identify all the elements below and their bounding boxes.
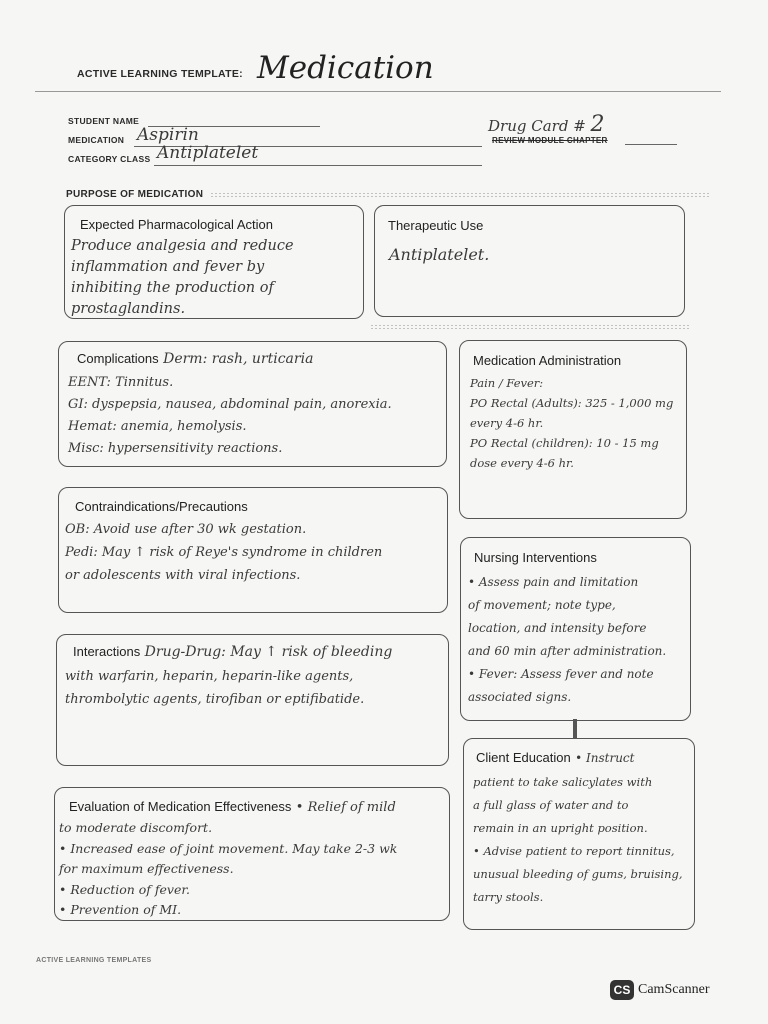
interactions-header [73,643,392,661]
purpose-shading [210,192,710,199]
client-education-title: Client Education [476,750,571,765]
therapeutic-use-title: Therapeutic Use [388,218,484,233]
drug-card-number: 2 [590,112,605,137]
client-education-header [476,749,634,767]
expected-action-box [64,205,364,319]
nursing-title: Nursing Interventions [474,550,597,565]
review-chapter-label: REVIEW MODULE CHAPTER [492,136,608,145]
complications-text: EENT: Tinnitus. GI: dyspepsia, nausea, abdominal pain, anorexia. Hemat: anemia, hemolysis. Misc: hypersensitivity reactions. [68,375,392,456]
complications-first-line: Derm: rash, urticaria [163,351,314,367]
administration-title: Medication Administration [473,353,622,368]
therapeutic-use-text: Antiplatelet. [389,245,490,264]
evaluation-first-line: • Relief of mild [295,800,396,815]
drug-card-text: Drug Card # [488,117,586,135]
complications-box [58,341,447,467]
camscanner-logo-icon: CS [610,980,634,1000]
evaluation-header [69,798,396,816]
contraindications-title: Contraindications/Precautions [75,499,248,514]
camscanner-name: CamScanner [638,982,710,997]
nursing-text: • Assess pain and limitation of movement; note type, location, and intensity before and 60 min after administration. • Fever: Assess fever and note associated signs. [468,575,667,704]
row-shading-1 [370,324,690,331]
page-title: Medication [257,50,434,86]
evaluation-box [54,787,450,921]
contraindications-box [58,487,448,613]
camscanner-brand [610,980,710,1000]
review-chapter-line [625,144,677,145]
client-education-text: patient to take salicylates with a full glass of water and to remain in an upright position. • Advise patient to report tinnitus, unusual bleeding of gums, bruising, tarry stools. [473,775,683,904]
category-value: Antiplatelet [157,143,259,163]
client-education-box [463,738,695,930]
evaluation-text: to moderate discomfort. • Increased ease of joint movement. May take 2-3 wk for maximum effectiveness. • Reduction of fever. • Prevention of MI. [59,820,398,917]
medication-label: MEDICATION [68,135,125,145]
contraindications-text: OB: Avoid use after 30 wk gestation. Pedi: May ↑ risk of Reye's syndrome in children or adolescents with viral infections. [65,522,383,583]
expected-action-title: Expected Pharmacological Action [80,217,273,232]
nursing-box [460,537,691,721]
evaluation-title: Evaluation of Medication Effectiveness [69,799,292,814]
administration-text: Pain / Fever: PO Rectal (Adults): 325 - 1,000 mg every 4-6 hr. PO Rectal (children): 10 - 15 mg dose every 4-6 hr. [470,376,674,470]
student-name-label: STUDENT NAME [68,116,140,126]
footer-text: ACTIVE LEARNING TEMPLATES [36,957,152,962]
administration-box [459,340,687,519]
header-rule [35,91,721,92]
complications-title: Complications [77,351,159,366]
template-label: ACTIVE LEARNING TEMPLATE: [77,68,243,80]
interactions-box [56,634,449,766]
box-connector [573,719,577,738]
complications-header [77,350,313,368]
category-line [154,165,482,166]
expected-action-text: Produce analgesia and reduce inflammation and fever by inhibiting the production of prostaglandins. [71,238,294,317]
interactions-first-line: Drug-Drug: May ↑ risk of bleeding [144,644,393,660]
medication-value: Aspirin [137,125,199,145]
interactions-text: with warfarin, heparin, heparin-like agents, thrombolytic agents, tirofiban or eptifibatide. [65,669,365,707]
category-label: CATEGORY CLASS [68,154,151,164]
client-education-first-line: • Instruct [575,751,635,765]
drug-card-label [488,112,605,137]
purpose-label: PURPOSE OF MEDICATION [66,189,204,200]
interactions-title: Interactions [73,644,141,659]
therapeutic-use-box [374,205,685,317]
